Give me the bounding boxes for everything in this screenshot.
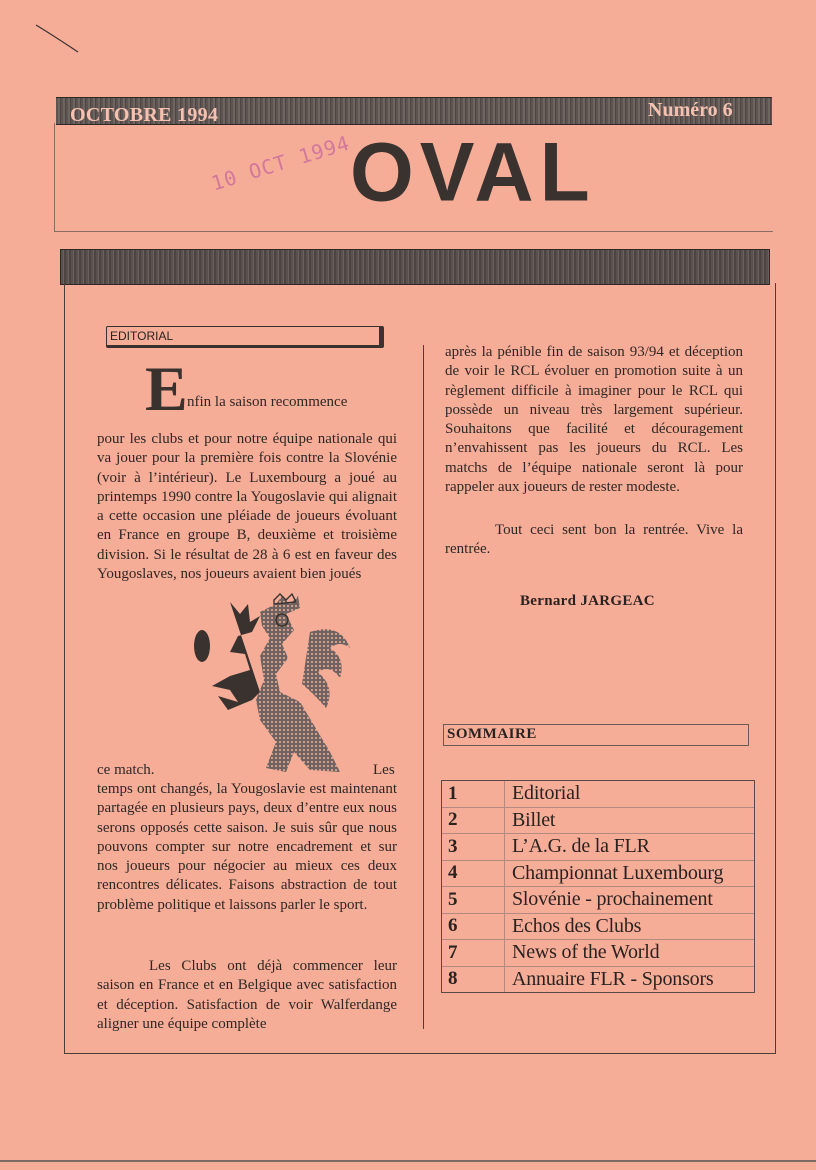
masthead-title: OVAL [350,126,596,219]
page-bottom-edge [0,1160,816,1162]
toc-title: L’A.G. de la FLR [504,834,754,860]
toc-title: Billet [504,808,754,834]
editorial-label: EDITORIAL [110,329,174,343]
toc-title: Echos des Clubs [504,914,754,940]
lion-rampant-with-rugby-ball-icon [190,592,360,777]
toc-row [442,808,754,835]
table-of-contents [441,780,755,993]
editorial-signature: Bernard JARGEAC [520,593,655,609]
section-bar [60,249,770,285]
issue-date: OCTOBRE 1994 [70,104,219,126]
editorial-paragraph-5: Tout ceci sent bon la rentrée. Vive la rentrée. [445,522,743,558]
issue-number: Numéro 6 [648,99,733,121]
toc-title: Championnat Luxembourg [504,861,754,887]
toc-number: 8 [448,968,458,990]
editorial-paragraph-1: pour les clubs et pour notre équipe nationale qui va jouer pour la première fois contre la Slovénie (voir à l’intérieur). Le Luxembourg a joué au printemps 1990 contre la Yougoslavie qui alignait a cette occasion une pléiade de joueurs évoluant en France en groupe B, deuxième et troisième division. Si le résultat de 28 à 6 est en faveur des Yougoslaves, nos joueurs avaient bien joués [97,431,397,583]
toc-row [442,781,754,808]
editorial-paragraph-4: après la pénible fin de saison 93/94 et déception de voir le RCL évoluer en promotion suite à un règlement difficile à imaginer pour le RCL qui possède un niveau très largement supérieur. Souhaitons que facilité et découragement n’envahissent pas les joueurs du RCL. Les matchs de l’équipe nationale seront là pour rappeler aux joueurs de rester modeste. [445,344,743,496]
editorial-first-line: nfin la saison recommence [187,394,348,410]
toc-row [442,940,754,967]
toc-number: 2 [448,809,458,831]
toc-number: 1 [448,782,458,804]
toc-number: 7 [448,941,458,963]
toc-row [442,887,754,914]
toc-row [442,834,754,861]
received-date-stamp: 10 OCT 1994 [208,130,353,196]
editorial-paragraph-3: Les Clubs ont déjà commencer leur saison en France et en Belgique avec satisfaction et déception. Satisfaction de voir Walferdange aligner une équipe complète [97,958,397,1032]
pen-mark-icon [34,22,82,56]
sommaire-title: SOMMAIRE [447,726,537,742]
toc-title: Slovénie - prochainement [504,887,754,913]
toc-title: News of the World [504,940,754,966]
editorial-paragraph-2-start: ce match. [97,762,155,778]
toc-row [442,967,754,993]
toc-number: 6 [448,915,458,937]
toc-title: Editorial [504,781,754,807]
toc-row [442,861,754,888]
drop-cap: E [145,353,188,424]
editorial-paragraph-2: temps ont changés, la Yougoslavie est maintenant partagée en plusieurs pays, deux d’entre eux nous serons opposés cette saison. Je suis sûr que nous pouvons compter sur notre encadrement et sur nos joueurs pour négocier au mieux ces deux rencontres délicates. Faisons abstraction de tout problème politique et laissons parler le sport. [97,781,397,913]
column-divider [423,345,424,1029]
toc-number: 4 [448,862,458,884]
toc-row [442,914,754,941]
editorial-paragraph-2-continuation: Les [373,762,395,778]
toc-title: Annuaire FLR - Sponsors [504,967,754,993]
toc-number: 5 [448,888,458,910]
toc-number: 3 [448,835,458,857]
